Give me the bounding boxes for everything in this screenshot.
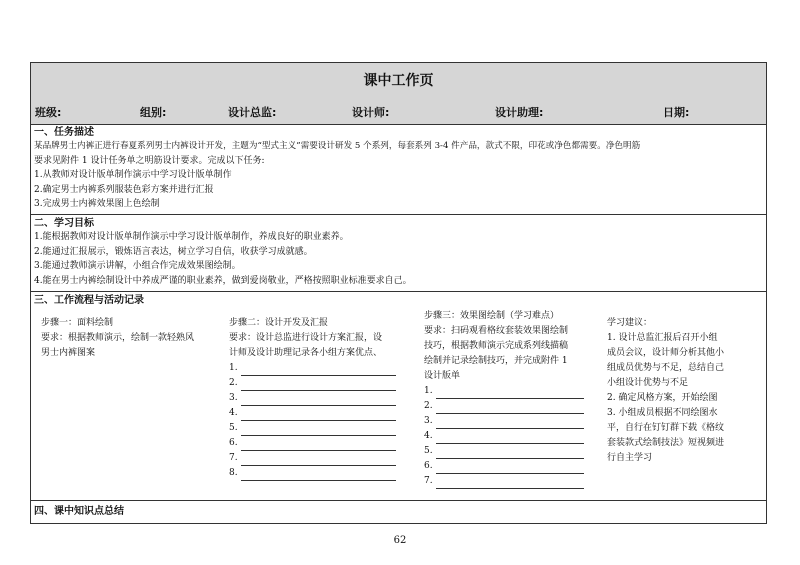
task-heading: 一、任务描述 [34, 127, 94, 138]
summary-heading: 四、课中知识点总结 [34, 506, 124, 517]
answer-line[interactable]: 4. [424, 429, 606, 444]
answer-line[interactable]: 8. [229, 466, 421, 481]
step1-line: 要求：根据教师演示，绘制一款轻熟风 [41, 333, 195, 343]
advice-line: 行自主学习 [607, 453, 653, 463]
advice-column [607, 316, 767, 466]
advice-line: 平，自行在钉钉群下载《格纹 [607, 423, 725, 433]
task-line: 2.确定男士内裤系列服装色彩方案并进行汇报 [34, 184, 214, 195]
step2-line: 计师及设计助理记录各小组方案优点、 [229, 348, 383, 358]
group-label: 组别: [140, 106, 167, 119]
advice-line: 2. 确定风格方案，开始绘图 [607, 393, 718, 403]
answer-line[interactable]: 5. [424, 444, 606, 459]
design-assistant-label: 设计助理: [495, 106, 544, 119]
answer-line[interactable]: 1. [229, 361, 421, 376]
answer-line[interactable]: 1. [424, 384, 606, 399]
info-row [31, 97, 766, 125]
goals-heading: 二、学习目标 [34, 218, 94, 229]
step1-line: 男士内裤图案 [41, 348, 96, 358]
answer-line[interactable]: 2. [424, 399, 606, 414]
worksheet-table [30, 62, 767, 524]
advice-line: 套装款式绘制技法》短视频进 [607, 438, 725, 448]
task-line: 要求见附件 1 设计任务单之明筋设计要求。完成以下任务: [34, 155, 265, 166]
advice-line: 小组设计优势与不足 [607, 378, 689, 388]
answer-line[interactable]: 6. [229, 436, 421, 451]
learning-goals-section [31, 215, 766, 292]
task-line: 某品牌男士内裤正进行春夏系列男士内裤设计开发，主题为“型式主义”需要设计研发 5 个系列，每套系列 3-4 件产品，款式不限，印花或净色都需要。净色明筋 [34, 141, 641, 151]
goal-line: 1.能根据教师对设计版单制作演示中学习设计版单制作，养成良好的职业素养。 [34, 232, 349, 242]
answer-line[interactable]: 3. [229, 391, 421, 406]
step3-line: 设计版单 [424, 371, 461, 381]
answer-line[interactable]: 2. [229, 376, 421, 391]
worksheet-title: 课中工作页 [31, 63, 766, 98]
answer-line[interactable]: 6. [424, 459, 606, 474]
advice-line: 1. 设计总监汇报后召开小组 [607, 333, 718, 343]
goal-line: 4.能在男士内裤绘制设计中养成严谨的职业素养，做到爱岗敬业，严格按照职业标准要求自己。 [34, 275, 412, 286]
designer-label: 设计师: [352, 106, 390, 119]
answer-line[interactable]: 7. [424, 474, 606, 489]
answer-line[interactable]: 7. [229, 451, 421, 466]
advice-line: 成员会议，设计师分析其他小 [607, 348, 725, 358]
step3-line: 绘制并记录绘制技巧，并完成附件 1 [424, 356, 568, 366]
task-line: 1.从教师对设计版单制作演示中学习设计版单制作 [34, 170, 232, 180]
advice-line: 组成员优势与不足，总结自己 [607, 363, 725, 373]
advice-line: 3. 小组成员根据不同绘图水 [607, 408, 718, 418]
answer-line[interactable]: 5. [229, 421, 421, 436]
answer-line[interactable]: 3. [424, 414, 606, 429]
answer-line[interactable]: 4. [229, 406, 421, 421]
step1-line: 步骤一：面料绘制 [41, 318, 114, 328]
step2-column [229, 316, 421, 481]
step2-line: 要求：设计总监进行设计方案汇报，设 [229, 333, 383, 343]
date-label: 日期: [663, 106, 690, 119]
task-description-section [31, 124, 766, 215]
page-number: 62 [393, 535, 407, 546]
step3-line: 步骤三：效果图绘制（学习难点） [424, 311, 560, 321]
workflow-heading: 三、工作流程与活动记录 [34, 295, 144, 306]
step3-line: 要求：扫码观看格纹套装效果图绘制 [424, 326, 569, 336]
goal-line: 2.能通过汇报展示，锻炼语言表达，树立学习自信，收获学习成就感。 [34, 246, 313, 257]
class-label: 班级: [35, 106, 62, 119]
step3-column [424, 309, 606, 489]
chief-designer-label: 设计总监: [228, 106, 277, 119]
step3-line: 技巧，根据教师演示完成系列线描稿 [424, 341, 569, 351]
task-line: 3.完成男士内裤效果图上色绘制 [34, 199, 160, 209]
step1-column [41, 316, 231, 361]
workflow-section [31, 292, 766, 501]
goal-line: 3.能通过教师演示讲解，小组合作完成效果图绘制。 [34, 261, 241, 271]
step2-line: 步骤二：设计开发及汇报 [229, 318, 329, 328]
summary-section [31, 501, 766, 522]
advice-line: 学习建议： [607, 318, 653, 328]
